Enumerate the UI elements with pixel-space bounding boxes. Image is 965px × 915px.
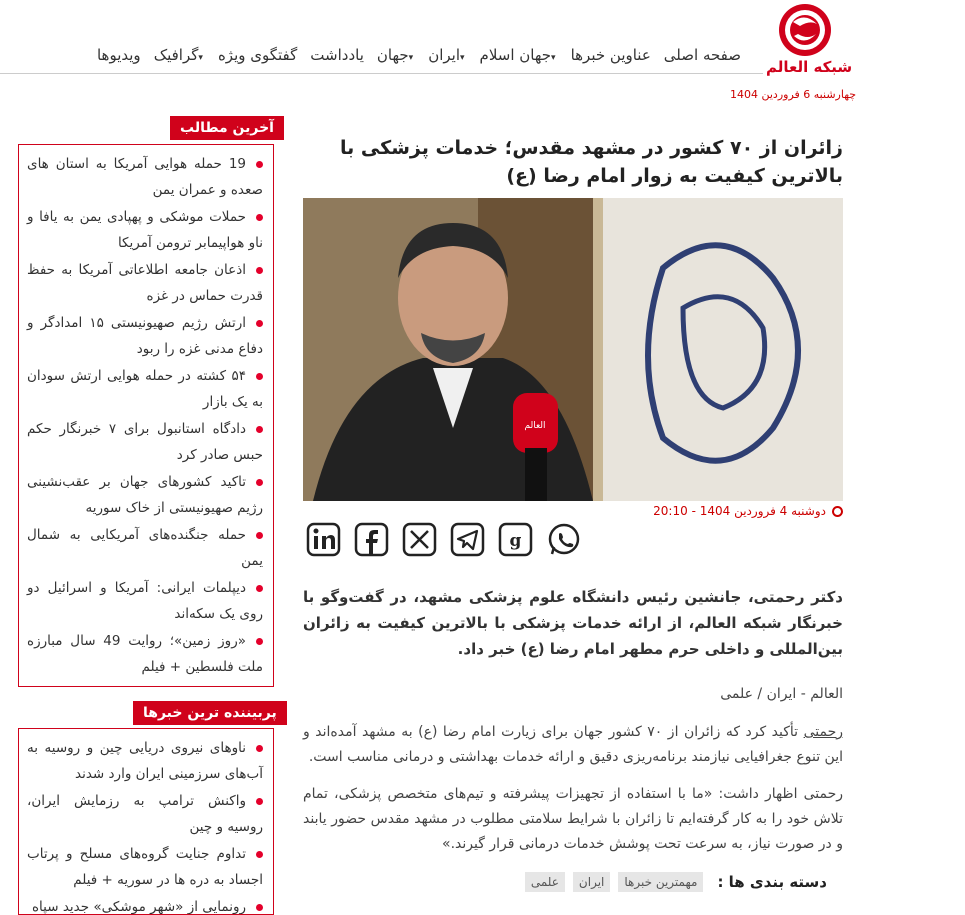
- bullet-icon: [256, 426, 263, 433]
- article-paragraph-1: رحمتی تأکید کرد که زائران از ۷۰ کشور جهان برای زیارت امام رضا (ع) به مشهد آمده‌اند و این تنوع جغرافیایی نیازمند برنامه‌ریزی دقیق و ارائه خدمات بهداشتی و درمانی مناسب است.: [303, 724, 843, 765]
- telegram-icon[interactable]: [450, 522, 485, 557]
- chevron-down-icon: ▾: [551, 53, 556, 63]
- list-item[interactable]: حملات موشکی و پهپادی یمن به یافا و ناو هواپیمابر ترومن آمریکا: [27, 209, 263, 251]
- x-icon[interactable]: [402, 522, 437, 557]
- bullet-icon: [256, 267, 263, 274]
- bullet-icon: [256, 638, 263, 645]
- popular-news-box: [18, 728, 274, 915]
- svg-text:g: g: [509, 531, 522, 551]
- bullet-icon: [256, 214, 263, 221]
- list-item[interactable]: «روز زمین»؛ روایت 49 سال مبارزه ملت فلسطین + فیلم: [27, 633, 263, 675]
- whatsapp-icon[interactable]: [546, 522, 581, 557]
- bullet-icon: [256, 798, 263, 805]
- bullet-icon: [256, 851, 263, 858]
- article-title: زائران از ۷۰ کشور در مشهد مقدس؛ خدمات پزشکی با بالاترین کیفیت به زوار امام رضا (ع): [340, 137, 843, 187]
- category-tag[interactable]: ایران: [573, 872, 610, 892]
- article-paragraph-2: رحمتی اظهار داشت: «ما با استفاده از تجهیزات پیشرفته و تیم‌های متخصص پزشکی، تمام تلاش خود را به کار گرفته‌ایم تا زائران با شرایط سلامتی مطلوب در مشهد مقدس حضور یابند و در صورت نیاز، به سرعت تحت پوشش خدمات درمانی قرار گیرند.»: [303, 786, 843, 852]
- list-item[interactable]: دادگاه استانبول برای ۷ خبرنگار حکم حبس صادر کرد: [27, 421, 263, 463]
- nav-divider: [0, 73, 763, 74]
- bullet-icon: [256, 745, 263, 752]
- bullet-icon: [256, 585, 263, 592]
- list-item[interactable]: 19 حمله هوایی آمریکا به استان های صعده و عمران یمن: [27, 156, 263, 198]
- google-icon[interactable]: [498, 522, 533, 557]
- category-tags: [525, 872, 827, 892]
- svg-text:العالم: العالم: [524, 421, 546, 431]
- list-item[interactable]: رونمایی از «شهر موشکی» جدید سپاه: [27, 894, 263, 915]
- bullet-icon: [256, 532, 263, 539]
- clock-icon: [832, 506, 843, 517]
- bullet-icon: [256, 479, 263, 486]
- logo-text: شبکه العالم: [766, 58, 853, 76]
- popular-news-list: [19, 729, 273, 915]
- nav-item[interactable]: عناوین خبرها: [570, 46, 651, 64]
- author-link[interactable]: رحمتی: [803, 724, 843, 740]
- share-bar: [306, 522, 581, 557]
- nav-item[interactable]: ویدیوها: [96, 46, 141, 64]
- nav-item[interactable]: جهان اسلام▾: [479, 46, 556, 64]
- publish-date: دوشنبه 4 فروردین 1404 - 20:10: [653, 504, 843, 518]
- list-item[interactable]: واکنش ترامپ به رزمایش ایران، روسیه و چین: [27, 793, 263, 835]
- nav-item[interactable]: گفتگوی ویژه: [217, 46, 298, 64]
- main-nav: [97, 46, 741, 72]
- header-date: چهارشنبه 6 فروردین 1404: [730, 88, 857, 101]
- chevron-down-icon: ▾: [408, 53, 414, 63]
- bullet-icon: [256, 161, 263, 168]
- nav-item[interactable]: جهان▾: [376, 46, 414, 64]
- list-item[interactable]: دیپلمات ایرانی: آمریکا و اسرائیل دو روی یک سکه‌اند: [27, 580, 263, 622]
- nav-item[interactable]: گرافیک▾: [153, 46, 203, 64]
- list-item[interactable]: ۵۴ کشته در حمله هوایی ارتش سودان به یک بازار: [27, 368, 263, 410]
- chevron-down-icon: ▾: [198, 53, 203, 63]
- list-item[interactable]: تاکید کشورهای جهان بر عقب‌نشینی رژیم صهیونیستی از خاک سوریه: [27, 474, 263, 516]
- list-item[interactable]: تداوم جنایت گروه‌های مسلح و پرتاب اجساد به دره ها در سوریه + فیلم: [27, 846, 263, 888]
- list-item[interactable]: ناوهای نیروی دریایی چین و روسیه به آب‌های سرزمینی ایران وارد شدند: [27, 740, 263, 782]
- category-tag[interactable]: علمی: [525, 872, 565, 892]
- facebook-icon[interactable]: [354, 522, 389, 557]
- bullet-icon: [256, 320, 263, 327]
- categories-label: دسته بندی ها :: [717, 873, 827, 891]
- latest-news-box: [18, 144, 274, 687]
- list-item[interactable]: حمله جنگنده‌های آمریکایی به شمال یمن: [27, 527, 263, 569]
- latest-news-list: [19, 145, 273, 680]
- nav-item[interactable]: ایران▾: [428, 46, 465, 64]
- popular-news-title: پربیننده ترین خبرها: [133, 701, 287, 725]
- article-lead: دکتر رحمتی، جانشین رئیس دانشگاه علوم پزشکی مشهد، در گفت‌وگو با خبرنگار شبکه العالم، از ارائه خدمات پزشکی با بالاترین کیفیت به زائران بین‌المللی و داخلی حرم مطهر امام رضا (ع) خبر داد.: [303, 588, 843, 658]
- bullet-icon: [256, 373, 263, 380]
- linkedin-icon[interactable]: [306, 522, 341, 557]
- article-photo: [303, 198, 843, 501]
- nav-item[interactable]: یادداشت: [310, 46, 364, 64]
- list-item[interactable]: ارتش رژیم صهیونیستی ۱۵ امدادگر و دفاع مدنی غزه را ربود: [27, 315, 263, 357]
- latest-news-title: آخرین مطالب: [170, 116, 284, 140]
- article-source: العالم - ایران / علمی: [720, 686, 843, 702]
- category-tag[interactable]: مهمترین خبرها: [618, 872, 703, 892]
- chevron-down-icon: ▾: [460, 53, 465, 63]
- nav-item[interactable]: صفحه اصلی: [663, 46, 741, 64]
- list-item[interactable]: اذعان جامعه اطلاعاتی آمریکا به حفظ قدرت حماس در غزه: [27, 262, 263, 304]
